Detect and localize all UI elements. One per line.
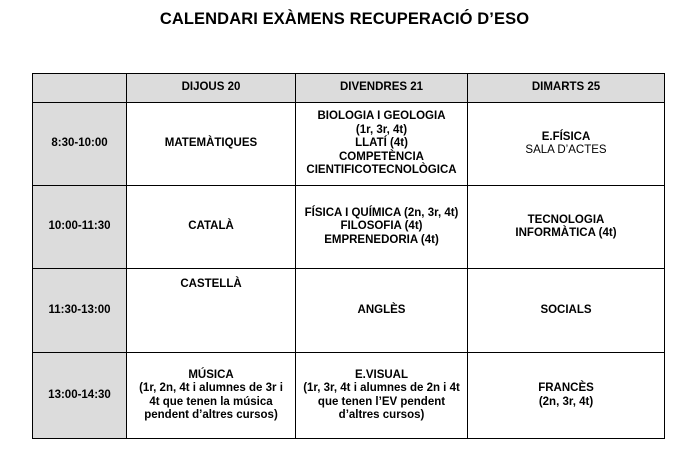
exam-subject: ANGLÈS bbox=[357, 303, 406, 316]
exam-cell bbox=[127, 353, 296, 439]
exam-subject: MATEMÀTIQUES bbox=[164, 137, 258, 150]
exam-subject: CATALÀ bbox=[188, 220, 234, 233]
exam-cell bbox=[296, 186, 468, 269]
exam-detail: (2n, 3r, 4t) bbox=[538, 395, 594, 408]
exam-subject: FÍSICA I QUÍMICA (2n, 3r, 4t) bbox=[304, 206, 459, 219]
exam-cell bbox=[127, 103, 296, 186]
exam-cell bbox=[296, 103, 468, 186]
exam-location: SALA D’ACTES bbox=[525, 144, 607, 156]
exam-subject: FRANCÈS bbox=[538, 382, 594, 394]
header-day: DIJOUS 20 bbox=[127, 74, 296, 103]
exam-detail: (1r, 2n, 4t i alumnes de 3r i bbox=[139, 382, 283, 394]
time-slot-row bbox=[33, 269, 665, 353]
exam-subject: MÚSICA bbox=[188, 368, 234, 381]
exam-cell bbox=[468, 103, 665, 186]
exam-subject: FILOSOFIA (4t) bbox=[340, 220, 423, 233]
exam-subject: TECNOLOGIA bbox=[527, 213, 605, 226]
exam-cell bbox=[296, 269, 468, 353]
exam-detail: (1r, 3r, 4t) bbox=[355, 123, 408, 136]
exam-subject: SOCIALS bbox=[540, 303, 592, 316]
time-slot-row bbox=[33, 103, 665, 186]
exam-subject: E.VISUAL bbox=[354, 368, 409, 381]
exam-cell bbox=[127, 186, 296, 269]
exam-detail: que tenen l’EV pendent bbox=[317, 395, 446, 408]
header-day: DIVENDRES 21 bbox=[296, 74, 468, 103]
exam-cell bbox=[468, 269, 665, 353]
header-row bbox=[33, 74, 665, 103]
exam-detail: 4t que tenen la música bbox=[149, 395, 273, 408]
exam-subject: LLATÍ (4t) bbox=[355, 137, 408, 150]
exam-detail: pendent d’altres cursos) bbox=[144, 409, 278, 421]
header-day: DIMARTS 25 bbox=[468, 74, 665, 103]
exam-subject: COMPETÈNCIA bbox=[339, 150, 424, 163]
exam-subject: BIOLOGIA I GEOLOGIA bbox=[317, 110, 446, 123]
exam-cell bbox=[296, 353, 468, 439]
exam-detail: d’altres cursos) bbox=[338, 409, 425, 421]
header-corner bbox=[33, 74, 127, 103]
exam-subject: INFORMÀTICA (4t) bbox=[515, 227, 617, 239]
page-title: CALENDARI EXÀMENS RECUPERACIÓ D’ESO bbox=[159, 10, 530, 28]
time-slot-row bbox=[33, 186, 665, 269]
exam-calendar-table bbox=[32, 73, 665, 439]
time-slot: 10:00-11:30 bbox=[33, 186, 127, 269]
exam-subject: E.FÍSICA bbox=[541, 130, 591, 143]
exam-subject: CASTELLÀ bbox=[180, 278, 242, 290]
exam-detail: (1r, 3r, 4t i alumnes de 2n i 4t bbox=[303, 382, 460, 394]
time-slot-row bbox=[33, 353, 665, 439]
exam-cell bbox=[127, 269, 296, 353]
time-slot: 13:00-14:30 bbox=[33, 353, 127, 439]
exam-cell bbox=[468, 186, 665, 269]
time-slot: 11:30-13:00 bbox=[33, 269, 127, 353]
exam-subject: CIENTIFICOTECNOLÒGICA bbox=[306, 164, 457, 177]
exam-cell bbox=[468, 353, 665, 439]
time-slot: 8:30-10:00 bbox=[33, 103, 127, 186]
exam-subject: EMPRENEDORIA (4t) bbox=[324, 233, 439, 246]
